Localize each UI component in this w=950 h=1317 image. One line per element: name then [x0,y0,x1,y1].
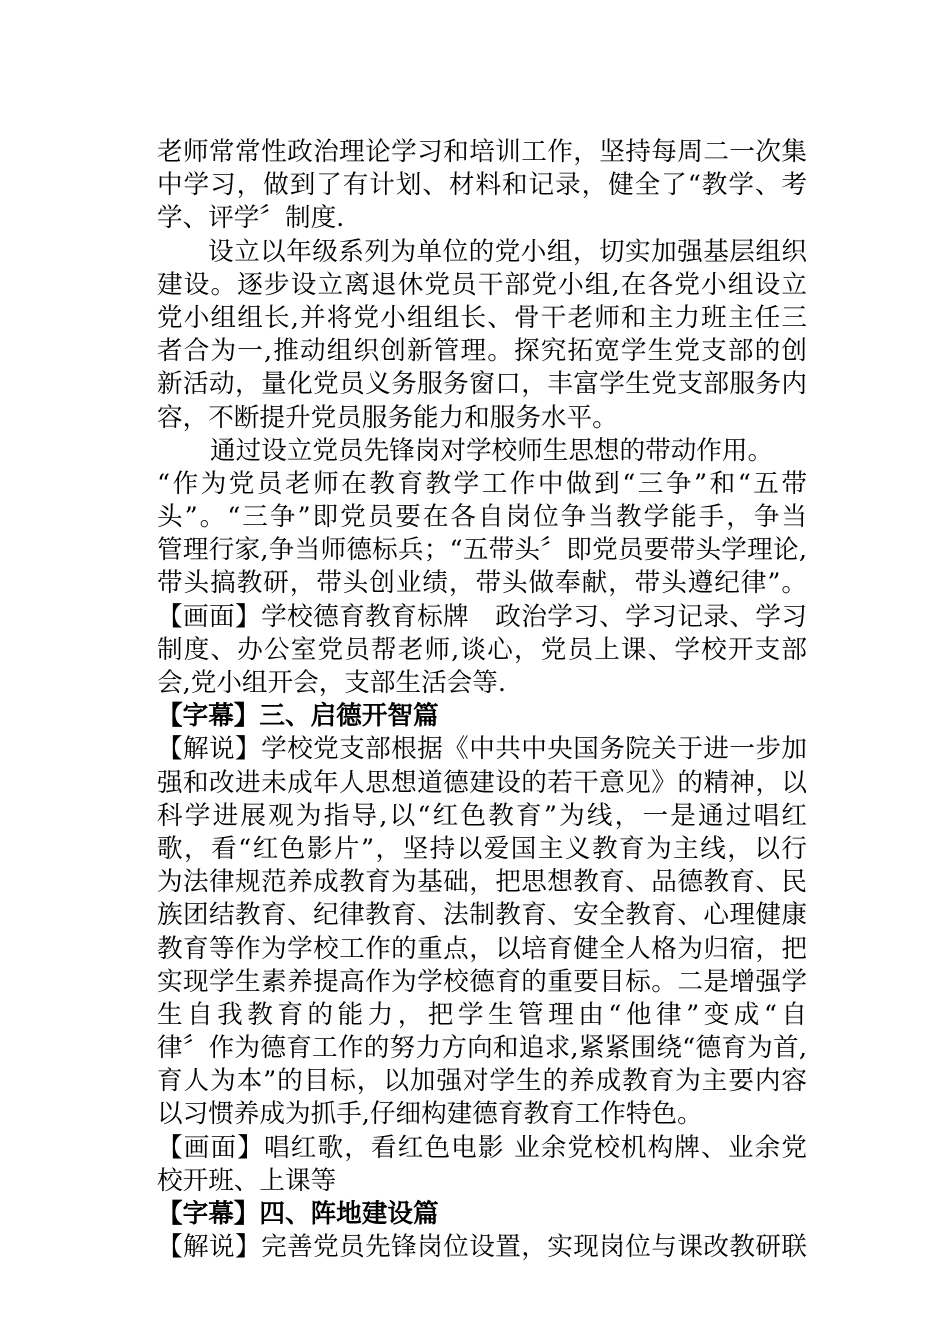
text-line: 党小组组长,并将党小组组长、骨干老师和主力班主任三 [157,302,807,333]
text-line: 通过设立党员先锋岗对学校师生思想的带动作用。 [210,435,774,466]
text-line: 容，不断提升党员服务能力和服务水平。 [157,402,618,433]
text-line: 设立以年级系列为单位的党小组，切实加强基层组织 [208,236,807,267]
text-line: 制度、办公室党员帮老师,谈心，党员上课、学校开支部 [157,634,807,665]
section-heading: 【字幕】四、阵地建设篇 [157,1199,439,1229]
text-line: 【解说】完善党员先锋岗位设置，实现岗位与课改教研联 [157,1232,807,1263]
text-line: “作为党员老师在教育教学工作中做到“三争”和“五带 [157,468,807,499]
text-line: 管理行家,争当师德标兵；“五带头〞即党员要带头学理论, [157,535,807,566]
text-line: 歌，看“红色影片”，坚持以爱国主义教育为主线，以行 [157,833,807,864]
text-line: 老师常常性政治理论学习和培训工作，坚持每周二一次集 [157,137,807,167]
text-line: 族团结教育、纪律教育、法制教育、安全教育、心理健康 [157,900,807,931]
text-line: 会,党小组开会，支部生活会等. [157,668,506,698]
text-line: 带头搞教研，带头创业绩，带头做奉献，带头遵纪律”。 [157,568,807,599]
text-line: 育人为本”的目标，以加强对学生的养成教育为主要内容 [157,1066,807,1097]
text-line: 新活动，量化党员义务服务窗口，丰富学生党支部服务内 [157,369,807,400]
text-line: 以习惯养成为抓手,仔细构建德育教育工作特色。 [157,1099,703,1130]
text-line: 【画面】唱红歌，看红色电影 业余党校机构牌、业余党 [157,1132,807,1163]
text-line: 学、评学〞制度. [157,203,345,234]
text-line: 【画面】学校德育教育标牌 政治学习、学习记录、学习 [157,601,807,632]
text-line: 中学习，做到了有计划、材料和记录，健全了“教学、考 [157,170,807,201]
text-line: 【解说】学校党支部根据《中共中央国务院关于进一步加 [157,734,807,765]
text-line: 教育等作为学校工作的重点，以培育健全人格为归宿，把 [157,933,807,964]
text-line: 科学进展观为指导,以“红色教育”为线，一是通过唱红 [157,800,807,831]
text-line: 生自我教育的能力，把学生管理由“他律”变成“自 [157,999,807,1030]
text-line: 建设。逐步设立离退休党员干部党小组,在各党小组设立 [157,269,807,300]
document-page [157,136,807,1264]
text-line: 者合为一,推动组织创新管理。探究拓宽学生党支部的创 [157,336,807,367]
text-line: 律〞作为德育工作的努力方向和追求,紧紧围绕“德育为首, [157,1033,807,1064]
text-line: 强和改进未成年人思想道德建设的若干意见》的精神，以 [157,767,807,798]
text-line: 实现学生素养提高作为学校德育的重要目标。二是增强学 [157,966,807,997]
text-line: 校开班、上课等 [157,1165,337,1196]
text-line: 头”。“三争”即党员要在各自岗位争当教学能手，争当 [157,502,807,533]
text-line: 为法律规范养成教育为基础，把思想教育、品德教育、民 [157,867,807,898]
section-heading: 【字幕】三、启德开智篇 [157,701,439,732]
